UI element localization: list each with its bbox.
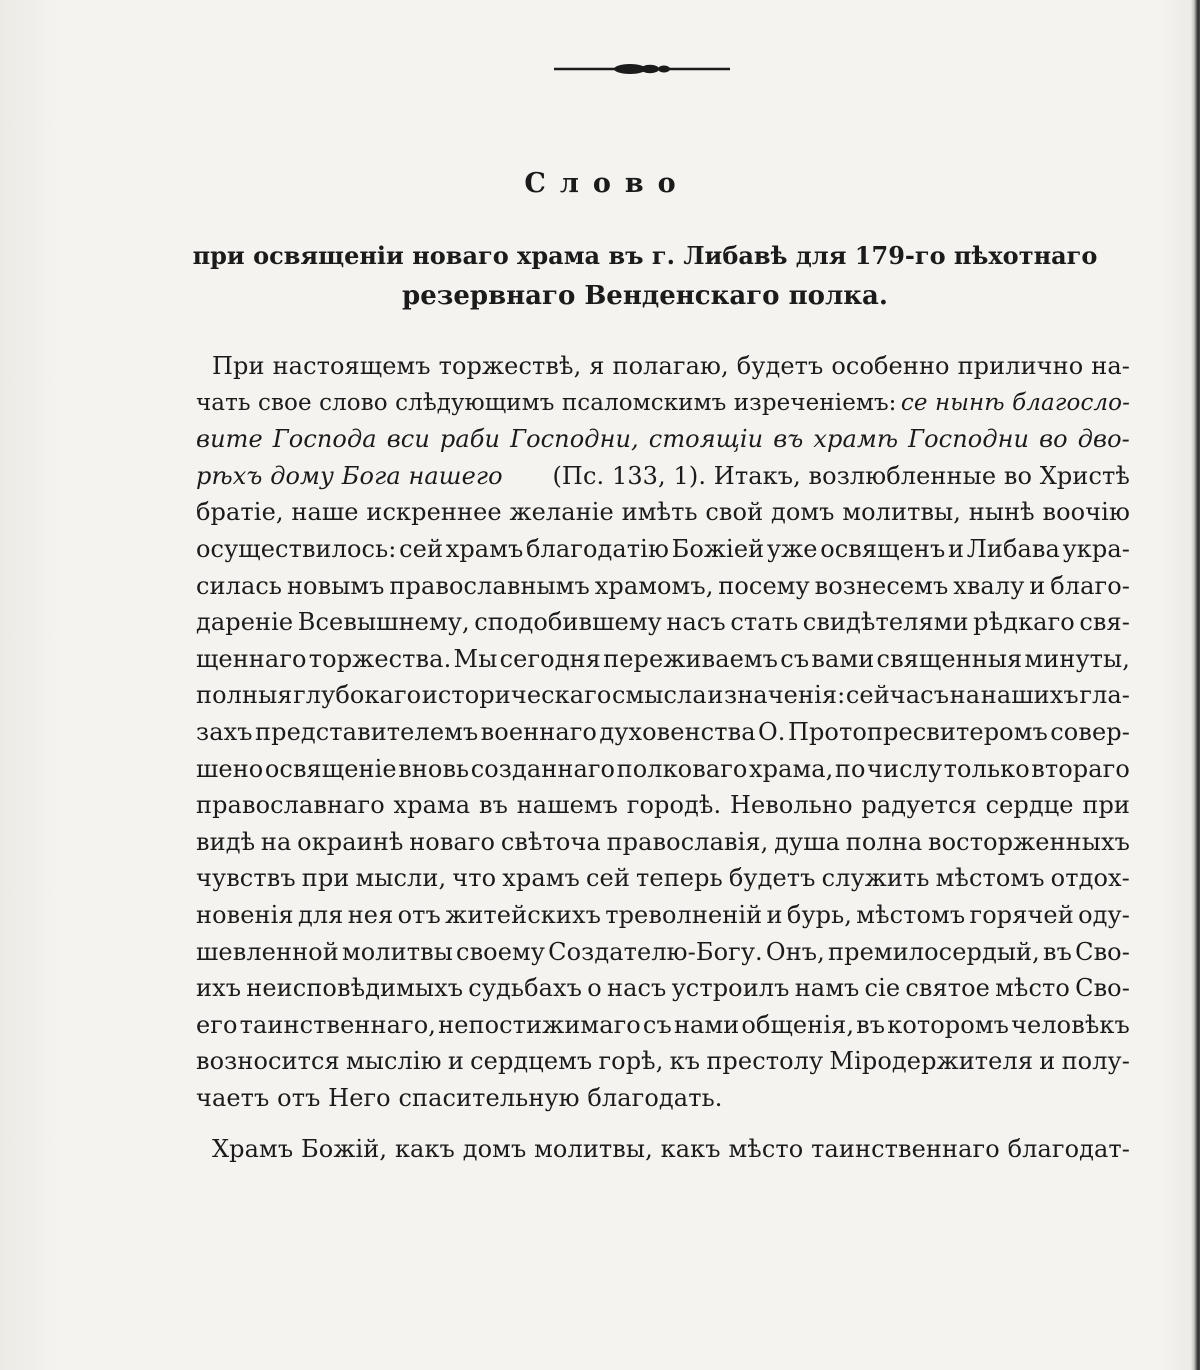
- text-line: православнаго храма въ нашемъ городѣ. Невольно радуется сердце при: [196, 791, 1130, 820]
- subtitle-line-1: при освященіи новаго храма въ г. Либавѣ для 179-го пѣхотнаго: [192, 241, 1098, 270]
- sermon-title: Слово: [524, 168, 690, 199]
- scripture-quote: рѣхъ дому Бога нашего: [196, 461, 503, 490]
- text-line: ихъ неисповѣдимыхъ судьбахъ о насъ устроилъ намъ сіе святое мѣсто Сво-: [196, 974, 1130, 1003]
- text-line: возносится мыслію и сердцемъ горѣ, къ престолу Міродержителя и полу-: [196, 1047, 1130, 1076]
- page-edge-shadow: [1190, 0, 1200, 1370]
- text-line: шено освященіе вновь созданнаго полковаго храма, по числу только втораго: [196, 754, 1130, 783]
- subtitle-line-2: резервнаго Венденскаго полка.: [402, 281, 888, 311]
- text-line: новенія для нея отъ житейскихъ треволненій и бурь, мѣстомъ горячей оду-: [196, 900, 1130, 929]
- paragraph-2-first-line: Храмъ Божій, какъ домъ молитвы, какъ мѣсто таинственнаго благодат-: [212, 1135, 1130, 1164]
- text-line: щеннаго торжества. Мы сегодня переживаемъ съ вами священныя минуты,: [196, 644, 1130, 673]
- scripture-quote-line: вите Господа вси раби Господни, стоящіи въ храмѣ Господни во дво-: [196, 425, 1130, 454]
- text-line: полныя глубокаго историческаго смысла и значенія: сейчасъ на нашихъ гла-: [196, 681, 1130, 710]
- scripture-quote: се нынѣ благосло-: [900, 389, 1130, 416]
- text-line: чувствъ при мысли, что храмъ сей теперь будетъ служить мѣстомъ отдох-: [196, 864, 1130, 893]
- text-line: братіе, наше искреннее желаніе имѣть свой домъ молитвы, нынѣ воочію: [196, 498, 1130, 527]
- text-line: видѣ на окраинѣ новаго свѣточа православія, душа полна восторженныхъ: [196, 827, 1130, 856]
- text-line: захъ представителемъ военнаго духовенства О. Протопресвитеромъ совер-: [196, 717, 1130, 746]
- text-line: его таинственнаго, непостижимаго съ нами общенія, въ которомъ человѣкъ: [196, 1010, 1130, 1039]
- text-line: рѣхъ дому Бога нашего (Пс. 133, 1). Итакъ, возлюбленные во Христѣ: [196, 458, 1130, 495]
- sermon-body: [196, 348, 1130, 1168]
- text-line: силась новымъ православнымъ храмомъ, посему вознесемъ хвалу и благо-: [196, 571, 1130, 600]
- text-line: осуществилось: сей храмъ благодатію Божіей уже освященъ и Либава укра-: [196, 534, 1130, 563]
- text-line: чать свое слово слѣдующимъ псаломскимъ изреченіемъ: се нынѣ благосло-: [196, 385, 1130, 422]
- ornament-divider: [552, 60, 732, 78]
- text-line: При настоящемъ торжествѣ, я полагаю, будетъ особенно прилично на-: [212, 352, 1130, 380]
- text-line: шевленной молитвы своему Создателю-Богу. Онъ, премилосердый, въ Сво-: [196, 937, 1130, 966]
- sermon-subtitle: [190, 236, 1100, 316]
- text-line: дареніе Всевышнему, сподобившему насъ стать свидѣтелями рѣдкаго свя-: [196, 608, 1130, 637]
- text-line: чаетъ отъ Него спасительную благодать.: [196, 1083, 723, 1112]
